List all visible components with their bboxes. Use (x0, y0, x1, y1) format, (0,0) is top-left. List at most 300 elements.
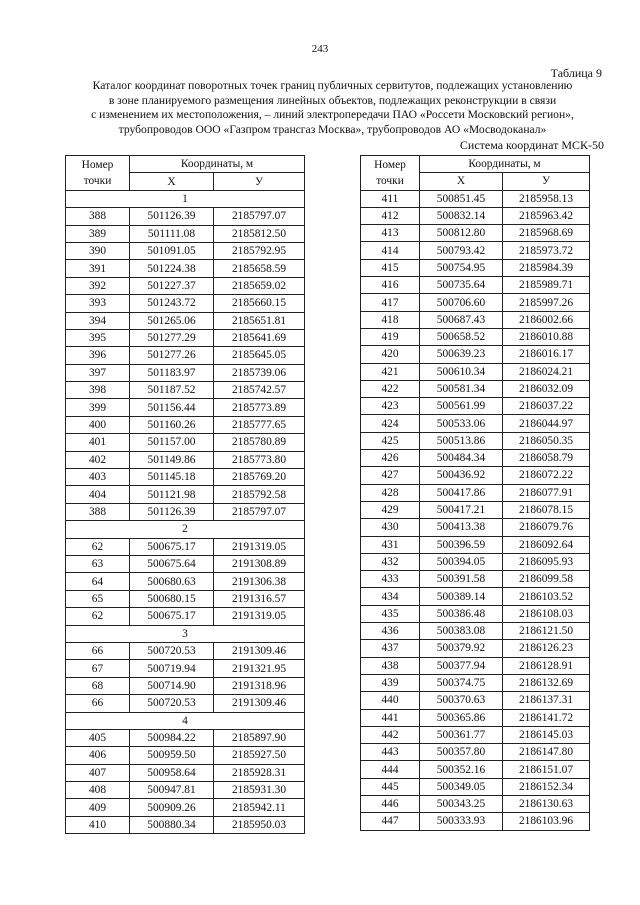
y-header: У (503, 173, 590, 190)
x-coordinate-cell: 500379.92 (420, 640, 503, 657)
table-row (361, 328, 590, 345)
table-row (361, 692, 590, 709)
table-row (361, 553, 590, 570)
table-row (361, 501, 590, 518)
y-coordinate-cell: 2185927.50 (214, 747, 305, 764)
y-coordinate-cell: 2185651.81 (214, 312, 305, 329)
x-coordinate-cell: 500719.94 (130, 660, 214, 677)
point-number-cell: 409 (66, 799, 130, 816)
point-number-header-line1: Номер (374, 158, 406, 171)
x-coordinate-cell: 500812.80 (420, 225, 503, 242)
point-number-header-line1: Номер (81, 158, 114, 171)
heading-line: трубопроводов ООО «Газпром трансгаз Москва», трубопроводов АО «Мосводоканал» (118, 122, 547, 136)
x-coordinate-cell: 500680.63 (130, 573, 214, 590)
x-coordinate-cell: 500343.25 (420, 795, 503, 812)
y-coordinate-cell: 2185739.06 (214, 364, 305, 381)
point-number-cell: 434 (361, 588, 420, 605)
x-header: Х (420, 173, 503, 190)
y-coordinate-cell: 2185769.20 (214, 469, 305, 486)
x-coordinate-cell: 500880.34 (130, 816, 214, 833)
x-coordinate-cell: 500389.14 (420, 588, 503, 605)
table-row (361, 467, 590, 484)
x-coordinate-cell: 500720.53 (130, 642, 214, 659)
point-number-cell: 410 (66, 816, 130, 833)
point-number-cell: 413 (361, 225, 420, 242)
y-coordinate-cell: 2185997.26 (503, 294, 590, 311)
point-number-cell: 419 (361, 328, 420, 345)
point-number-cell: 425 (361, 432, 420, 449)
section-number: 2 (66, 521, 305, 538)
table-row (66, 416, 305, 433)
point-number-cell: 393 (66, 295, 130, 312)
y-coordinate-cell: 2185973.72 (503, 242, 590, 259)
x-coordinate-cell: 500561.99 (420, 398, 503, 415)
point-number-cell: 420 (361, 346, 420, 363)
point-number-cell: 437 (361, 640, 420, 657)
x-coordinate-cell: 500374.75 (420, 674, 503, 691)
y-coordinate-cell: 2186126.23 (503, 640, 590, 657)
table-heading (50, 79, 615, 137)
point-number-cell: 426 (361, 450, 420, 467)
table-row (361, 277, 590, 294)
y-coordinate-cell: 2186037.22 (503, 398, 590, 415)
point-number-cell: 444 (361, 761, 420, 778)
table-row (66, 590, 305, 607)
y-coordinate-cell: 2191308.89 (214, 555, 305, 572)
point-number-cell: 66 (66, 642, 130, 659)
y-coordinate-cell: 2191316.57 (214, 590, 305, 607)
y-coordinate-cell: 2191319.05 (214, 608, 305, 625)
table-row (66, 782, 305, 799)
y-header: У (214, 173, 305, 190)
table-row (361, 778, 590, 795)
point-number-header (361, 156, 420, 191)
x-coordinate-cell: 500675.64 (130, 555, 214, 572)
y-coordinate-cell: 2186077.91 (503, 484, 590, 501)
point-number-cell: 404 (66, 486, 130, 503)
point-number-cell: 436 (361, 623, 420, 640)
table-row (361, 536, 590, 553)
point-number-cell: 406 (66, 747, 130, 764)
y-coordinate-cell: 2185958.13 (503, 190, 590, 207)
x-coordinate-cell: 500365.86 (420, 709, 503, 726)
x-coordinate-cell: 501145.18 (130, 469, 214, 486)
x-coordinate-cell: 500417.86 (420, 484, 503, 501)
table-row (66, 225, 305, 242)
x-coordinate-cell: 501149.86 (130, 451, 214, 468)
x-coordinate-cell: 500832.14 (420, 207, 503, 224)
point-number-cell: 441 (361, 709, 420, 726)
y-coordinate-cell: 2186145.03 (503, 726, 590, 743)
point-number-cell: 62 (66, 538, 130, 555)
table-row (361, 207, 590, 224)
table-row (361, 363, 590, 380)
point-number-cell: 423 (361, 398, 420, 415)
x-coordinate-cell: 501187.52 (130, 382, 214, 399)
table-row (361, 294, 590, 311)
point-number-cell: 412 (361, 207, 420, 224)
y-coordinate-cell: 2186132.69 (503, 674, 590, 691)
x-coordinate-cell: 500333.93 (420, 813, 503, 830)
point-number-cell: 390 (66, 242, 130, 259)
y-coordinate-cell: 2185773.89 (214, 399, 305, 416)
x-coordinate-cell: 500436.92 (420, 467, 503, 484)
point-number-cell: 433 (361, 571, 420, 588)
table-row (66, 764, 305, 781)
table-row (66, 486, 305, 503)
y-coordinate-cell: 2185659.02 (214, 277, 305, 294)
x-coordinate-cell: 500383.08 (420, 623, 503, 640)
table-row (361, 190, 590, 207)
y-coordinate-cell: 2186002.66 (503, 311, 590, 328)
x-coordinate-cell: 500417.21 (420, 501, 503, 518)
table-row (361, 571, 590, 588)
table-row (361, 259, 590, 276)
x-coordinate-cell: 501160.26 (130, 416, 214, 433)
y-coordinate-cell: 2186152.34 (503, 778, 590, 795)
table-row (361, 744, 590, 761)
table-row (361, 346, 590, 363)
x-coordinate-cell: 500947.81 (130, 782, 214, 799)
point-number-cell: 427 (361, 467, 420, 484)
table-row (361, 242, 590, 259)
table-row (66, 295, 305, 312)
y-coordinate-cell: 2185797.07 (214, 503, 305, 520)
point-number-cell: 435 (361, 605, 420, 622)
table-row (361, 761, 590, 778)
table-row (361, 640, 590, 657)
point-number-header-line2: точки (83, 174, 112, 187)
y-coordinate-cell: 2186151.07 (503, 761, 590, 778)
table-row (66, 382, 305, 399)
point-number-cell: 428 (361, 484, 420, 501)
table-row (66, 677, 305, 694)
y-coordinate-cell: 2186121.50 (503, 623, 590, 640)
point-number-cell: 446 (361, 795, 420, 812)
point-number-cell: 417 (361, 294, 420, 311)
x-coordinate-cell: 500370.63 (420, 692, 503, 709)
y-coordinate-cell: 2185931.30 (214, 782, 305, 799)
x-coordinate-cell: 501091.05 (130, 242, 214, 259)
x-coordinate-cell: 500352.16 (420, 761, 503, 778)
table-row (66, 399, 305, 416)
x-coordinate-cell: 501243.72 (130, 295, 214, 312)
table-row (66, 451, 305, 468)
point-number-cell: 388 (66, 208, 130, 225)
y-coordinate-cell: 2185928.31 (214, 764, 305, 781)
y-coordinate-cell: 2191319.05 (214, 538, 305, 555)
coordinates-header: Координаты, м (420, 156, 590, 173)
y-coordinate-cell: 2186044.97 (503, 415, 590, 432)
y-coordinate-cell: 2185968.69 (503, 225, 590, 242)
y-coordinate-cell: 2185792.58 (214, 486, 305, 503)
point-number-cell: 415 (361, 259, 420, 276)
x-coordinate-cell: 501121.98 (130, 486, 214, 503)
table-row (66, 538, 305, 555)
x-coordinate-cell: 500639.23 (420, 346, 503, 363)
point-number-cell: 405 (66, 729, 130, 746)
x-coordinate-cell: 500484.34 (420, 450, 503, 467)
y-coordinate-cell: 2185641.69 (214, 329, 305, 346)
table-row (66, 469, 305, 486)
y-coordinate-cell: 2185777.65 (214, 416, 305, 433)
y-coordinate-cell: 2185742.57 (214, 382, 305, 399)
point-number-cell: 64 (66, 573, 130, 590)
y-coordinate-cell: 2186141.72 (503, 709, 590, 726)
table-row (361, 623, 590, 640)
y-coordinate-cell: 2186072.22 (503, 467, 590, 484)
y-coordinate-cell: 2186016.17 (503, 346, 590, 363)
point-number-cell: 416 (361, 277, 420, 294)
y-coordinate-cell: 2186032.09 (503, 380, 590, 397)
y-coordinate-cell: 2185984.39 (503, 259, 590, 276)
table-row (66, 695, 305, 712)
x-coordinate-cell: 500958.64 (130, 764, 214, 781)
y-coordinate-cell: 2191309.46 (214, 695, 305, 712)
x-coordinate-cell: 500959.50 (130, 747, 214, 764)
point-number-cell: 432 (361, 553, 420, 570)
table-row (361, 380, 590, 397)
y-coordinate-cell: 2186108.03 (503, 605, 590, 622)
point-number-cell: 443 (361, 744, 420, 761)
point-number-cell: 394 (66, 312, 130, 329)
x-coordinate-cell: 501157.00 (130, 434, 214, 451)
x-coordinate-cell: 500735.64 (420, 277, 503, 294)
y-coordinate-cell: 2185780.89 (214, 434, 305, 451)
y-coordinate-cell: 2185812.50 (214, 225, 305, 242)
table-row (66, 434, 305, 451)
table-row (66, 329, 305, 346)
table-row (66, 608, 305, 625)
x-coordinate-cell: 500361.77 (420, 726, 503, 743)
heading-line: с изменением их местоположения, – линий электропередачи ПАО «Россети Московский регион», (91, 108, 574, 121)
y-coordinate-cell: 2186147.80 (503, 744, 590, 761)
x-coordinate-cell: 501156.44 (130, 399, 214, 416)
x-coordinate-cell: 501126.39 (130, 208, 214, 225)
point-number-cell: 399 (66, 399, 130, 416)
table-row (361, 484, 590, 501)
table-row (66, 729, 305, 746)
point-number-cell: 422 (361, 380, 420, 397)
y-coordinate-cell: 2185797.07 (214, 208, 305, 225)
point-number-cell: 392 (66, 277, 130, 294)
point-number-cell: 400 (66, 416, 130, 433)
x-coordinate-cell: 500984.22 (130, 729, 214, 746)
x-coordinate-cell: 500357.80 (420, 744, 503, 761)
x-coordinate-cell: 500720.53 (130, 695, 214, 712)
page-number: 243 (311, 43, 329, 55)
table-row (361, 709, 590, 726)
point-number-cell: 397 (66, 364, 130, 381)
table-row (361, 813, 590, 830)
table-row (361, 605, 590, 622)
y-coordinate-cell: 2186137.31 (503, 692, 590, 709)
x-coordinate-cell: 501277.29 (130, 329, 214, 346)
point-number-cell: 398 (66, 382, 130, 399)
left-table-body (66, 190, 305, 833)
point-number-cell: 65 (66, 590, 130, 607)
section-row (66, 625, 305, 642)
table-row (66, 642, 305, 659)
point-number-cell: 402 (66, 451, 130, 468)
y-coordinate-cell: 2186010.88 (503, 328, 590, 345)
y-coordinate-cell: 2185773.80 (214, 451, 305, 468)
table-row (66, 660, 305, 677)
table-row (66, 242, 305, 259)
point-number-cell: 395 (66, 329, 130, 346)
x-coordinate-cell: 501224.38 (130, 260, 214, 277)
y-coordinate-cell: 2191321.95 (214, 660, 305, 677)
point-number-cell: 418 (361, 311, 420, 328)
table-row (66, 208, 305, 225)
x-coordinate-cell: 500851.45 (420, 190, 503, 207)
y-coordinate-cell: 2186079.76 (503, 519, 590, 536)
y-coordinate-cell: 2186050.35 (503, 432, 590, 449)
y-coordinate-cell: 2185897.90 (214, 729, 305, 746)
coordinate-system-label: Система координат МСК-50 (459, 138, 604, 152)
x-coordinate-cell: 500413.38 (420, 519, 503, 536)
point-number-cell: 389 (66, 225, 130, 242)
y-coordinate-cell: 2186078.15 (503, 501, 590, 518)
table-row (361, 588, 590, 605)
x-coordinate-cell: 500909.26 (130, 799, 214, 816)
table-row (66, 364, 305, 381)
y-coordinate-cell: 2185645.05 (214, 347, 305, 364)
x-coordinate-cell: 500706.60 (420, 294, 503, 311)
coordinates-table-right (360, 155, 590, 831)
x-coordinate-cell: 500658.52 (420, 328, 503, 345)
x-coordinate-cell: 500396.59 (420, 536, 503, 553)
table-row (66, 555, 305, 572)
point-number-cell: 403 (66, 469, 130, 486)
table-row (66, 573, 305, 590)
heading-line: в зоне планируемого размещения линейных объектов, подлежащих реконструкции в связи (108, 93, 557, 107)
table-row (66, 347, 305, 364)
y-coordinate-cell: 2185942.11 (214, 799, 305, 816)
y-coordinate-cell: 2185660.15 (214, 295, 305, 312)
y-coordinate-cell: 2185658.59 (214, 260, 305, 277)
section-row (66, 712, 305, 729)
coordinates-header: Координаты, м (130, 156, 305, 173)
point-number-cell: 62 (66, 608, 130, 625)
point-number-cell: 421 (361, 363, 420, 380)
table-row (361, 398, 590, 415)
point-number-cell: 67 (66, 660, 130, 677)
y-coordinate-cell: 2186099.58 (503, 571, 590, 588)
y-coordinate-cell: 2191306.38 (214, 573, 305, 590)
point-number-cell: 414 (361, 242, 420, 259)
x-coordinate-cell: 501183.97 (130, 364, 214, 381)
point-number-cell: 439 (361, 674, 420, 691)
table-row (66, 747, 305, 764)
section-number: 3 (66, 625, 305, 642)
point-number-header-line2: точки (376, 174, 404, 187)
table-row (361, 795, 590, 812)
y-coordinate-cell: 2191309.46 (214, 642, 305, 659)
x-coordinate-cell: 501111.08 (130, 225, 214, 242)
point-number-header (66, 156, 130, 191)
section-row (66, 521, 305, 538)
x-coordinate-cell: 501265.06 (130, 312, 214, 329)
point-number-cell: 388 (66, 503, 130, 520)
point-number-cell: 391 (66, 260, 130, 277)
x-coordinate-cell: 500680.15 (130, 590, 214, 607)
table-row (361, 657, 590, 674)
x-coordinate-cell: 500349.05 (420, 778, 503, 795)
table-row (66, 799, 305, 816)
section-number: 4 (66, 712, 305, 729)
x-coordinate-cell: 500581.34 (420, 380, 503, 397)
x-coordinate-cell: 500714.90 (130, 677, 214, 694)
table-row (66, 277, 305, 294)
point-number-cell: 66 (66, 695, 130, 712)
point-number-cell: 431 (361, 536, 420, 553)
point-number-cell: 396 (66, 347, 130, 364)
y-coordinate-cell: 2191318.96 (214, 677, 305, 694)
table-row (361, 311, 590, 328)
y-coordinate-cell: 2186024.21 (503, 363, 590, 380)
point-number-cell: 442 (361, 726, 420, 743)
y-coordinate-cell: 2186128.91 (503, 657, 590, 674)
x-coordinate-cell: 500754.95 (420, 259, 503, 276)
table-row (361, 432, 590, 449)
x-coordinate-cell: 501126.39 (130, 503, 214, 520)
x-coordinate-cell: 500533.06 (420, 415, 503, 432)
point-number-cell: 430 (361, 519, 420, 536)
table-row (361, 450, 590, 467)
x-coordinate-cell: 501227.37 (130, 277, 214, 294)
x-coordinate-cell: 500386.48 (420, 605, 503, 622)
y-coordinate-cell: 2185989.71 (503, 277, 590, 294)
table-row (66, 260, 305, 277)
y-coordinate-cell: 2185963.42 (503, 207, 590, 224)
table-row (66, 503, 305, 520)
section-row (66, 190, 305, 207)
table-row (66, 312, 305, 329)
x-coordinate-cell: 500513.86 (420, 432, 503, 449)
point-number-cell: 424 (361, 415, 420, 432)
table-row (361, 674, 590, 691)
point-number-cell: 407 (66, 764, 130, 781)
point-number-cell: 68 (66, 677, 130, 694)
point-number-cell: 411 (361, 190, 420, 207)
table-label: Таблица 9 (550, 66, 602, 80)
table-row (361, 519, 590, 536)
x-coordinate-cell: 500391.58 (420, 571, 503, 588)
y-coordinate-cell: 2186092.64 (503, 536, 590, 553)
point-number-cell: 438 (361, 657, 420, 674)
point-number-cell: 440 (361, 692, 420, 709)
section-number: 1 (66, 190, 305, 207)
point-number-cell: 63 (66, 555, 130, 572)
coordinates-table-left (65, 155, 305, 834)
point-number-cell: 408 (66, 782, 130, 799)
x-coordinate-cell: 500377.94 (420, 657, 503, 674)
point-number-cell: 445 (361, 778, 420, 795)
x-coordinate-cell: 500793.42 (420, 242, 503, 259)
table-row (361, 415, 590, 432)
x-coordinate-cell: 501277.26 (130, 347, 214, 364)
y-coordinate-cell: 2186095.93 (503, 553, 590, 570)
x-coordinate-cell: 500675.17 (130, 608, 214, 625)
table-row (361, 726, 590, 743)
point-number-cell: 447 (361, 813, 420, 830)
x-coordinate-cell: 500610.34 (420, 363, 503, 380)
point-number-cell: 401 (66, 434, 130, 451)
y-coordinate-cell: 2186058.79 (503, 450, 590, 467)
x-coordinate-cell: 500394.05 (420, 553, 503, 570)
x-header: Х (130, 173, 214, 190)
